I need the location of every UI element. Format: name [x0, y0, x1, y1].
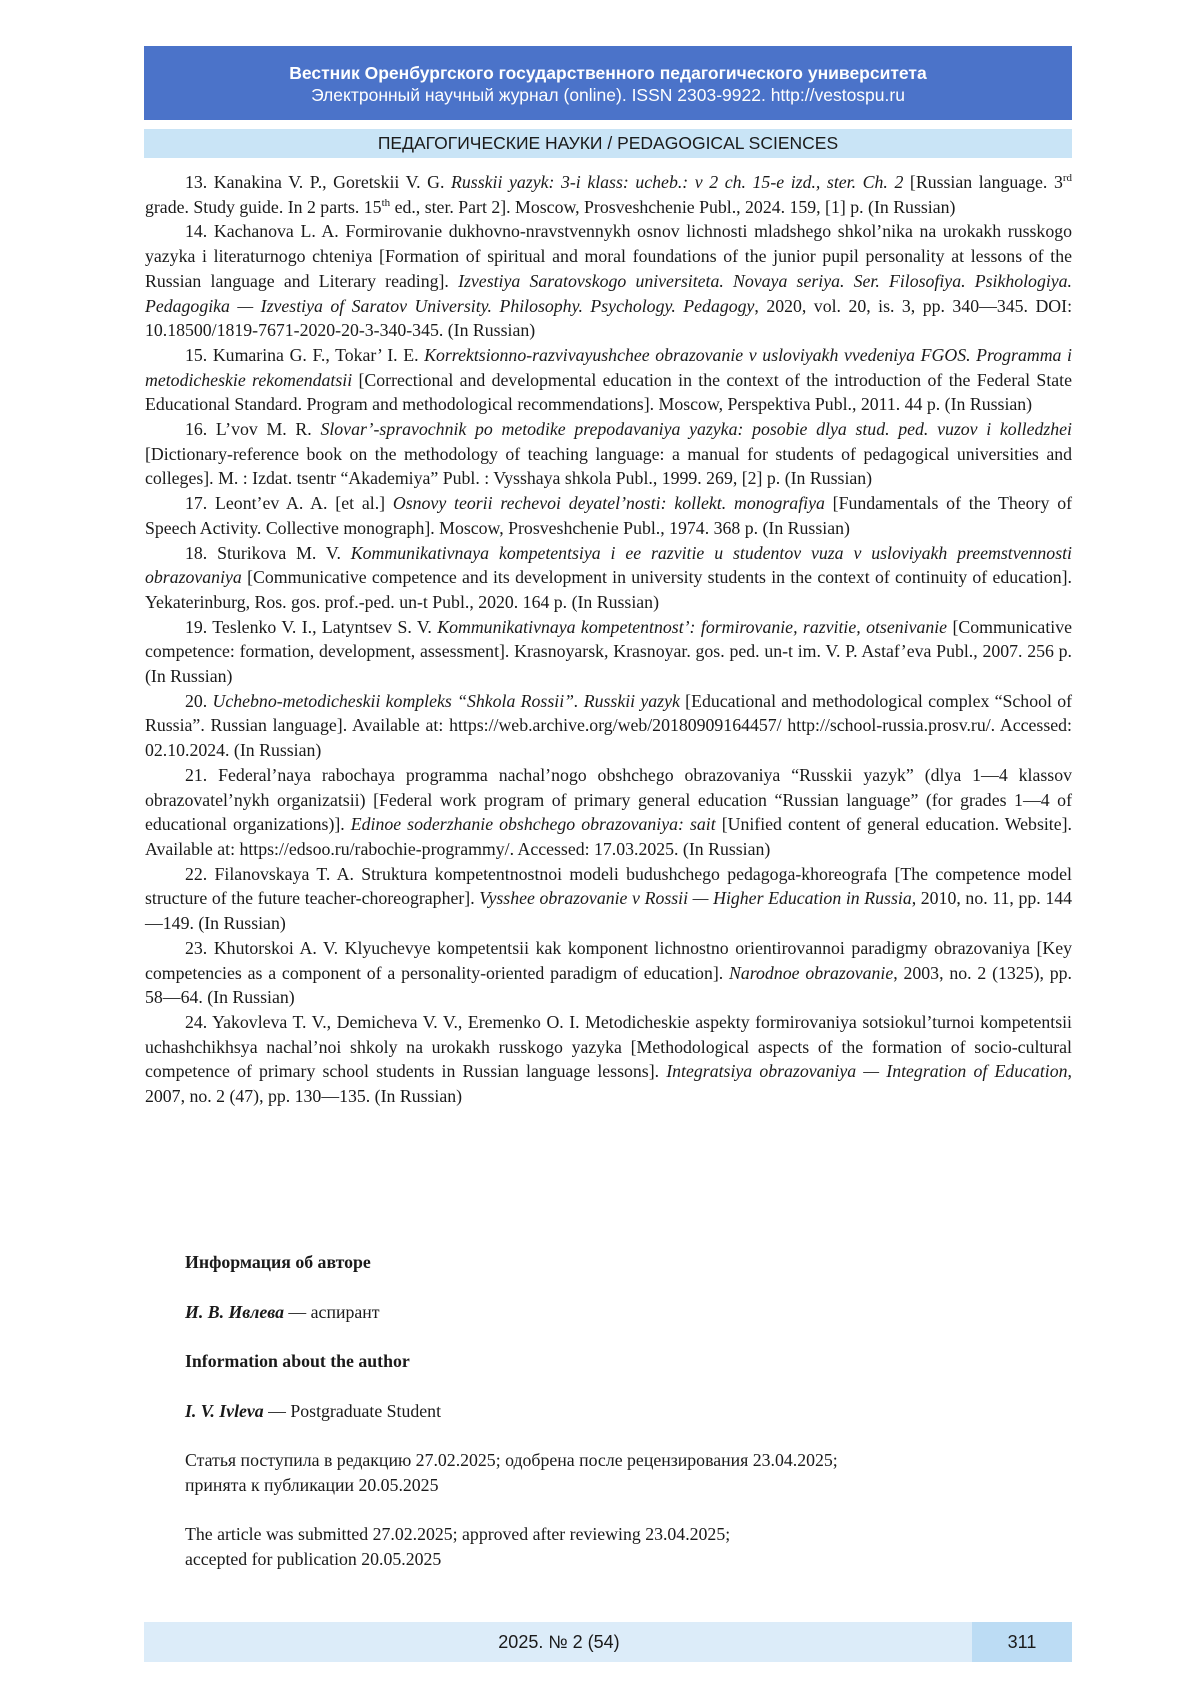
author-heading-ru: [185, 1250, 1065, 1275]
reference-text: 19. Teslenko V. I., Latyntsev S. V.: [185, 616, 438, 637]
author-role-ru: — аспирант: [283, 1302, 380, 1322]
reference-text: 16. L’vov M. R.: [185, 419, 321, 440]
dates-en: [185, 1522, 1065, 1571]
reference-item: [145, 862, 1072, 936]
reference-text: 22. Filanovskaya T. A. Struktura kompetentnostnoi modeli budushchego pedagoga-khoreografa [The competence model structure of the future teacher-choreographer].: [145, 863, 1072, 909]
reference-item: [145, 689, 1072, 763]
reference-text: [Russian language. 3: [903, 172, 1063, 192]
reference-title-italic: Slovar’-spravochnik po metodike prepodavaniya yazyka: posobie dlya stud. ped. vuzov i kolledzhei: [320, 419, 1072, 440]
reference-item: [145, 763, 1072, 862]
reference-item: [145, 615, 1072, 689]
reference-text: [Unified content of general education. Website]. Available at: https://edsoo.ru/rabochie-programmy/. Accessed: 17.03.2025. (In Russian): [145, 814, 1073, 859]
reference-text: 14. Kachanova L. A. Formirovanie dukhovno-nravstvennykh osnov lichnosti mladshego shkol’nika na urokakh russkogo yazyka i literaturnogo chteniya [Formation of spiritual and moral foundations of the junior pupil personality at lessons of the Russian language and Literary reading].: [145, 221, 1072, 291]
reference-text: [Communicative competence: formation, development, assessment]. Krasnoyarsk, Krasnoyar. gos. ped. un-t im. V. P. Astaf’eva Publ., 2007. 256 p. (In Russian): [145, 616, 1072, 687]
reference-text: 15. Kumarina G. F., Tokar’ I. E.: [185, 344, 425, 365]
reference-title-italic: Edinoe soderzhanie obshchego obrazovaniya: sait: [350, 814, 716, 835]
reference-item: [145, 170, 1072, 219]
reference-text: 21. Federal’naya rabochaya programma nachal’nogo obshchego obrazovaniya “Russkii yazyk” (dlya 1—4 klassov obrazovatel’nykh organizatsii) [Federal work program of primary general education “Russian language” (for grades 1—4 of educational organizations)].: [145, 764, 1072, 835]
reference-text: [Communicative competence and its development in university students in the context of continuity of education]. Yekaterinburg, Ros. gos. prof.-ped. un-t Publ., 2020. 164 p. (In Russian): [145, 567, 1072, 612]
reference-item: [145, 1010, 1072, 1109]
reference-text: , 2020, vol. 20, is. 3, pp. 340—345. DOI: 10.18500/1819-7671-2020-20-3-340-345. (In Russian): [145, 295, 1073, 341]
reference-text: grade. Study guide. In 2 parts. 15: [145, 196, 382, 217]
journal-title: Вестник Оренбургского государственного педагогического университета: [289, 63, 927, 83]
reference-text: ed., ster. Part 2]. Moscow, Prosveshchenie Publ., 2024. 159, [1] p. (In Russian): [390, 196, 956, 217]
reference-text: [Fundamentals of the Theory of Speech Activity. Collective monograph]. Moscow, Prosveshchenie Publ., 1974. 368 p. (In Russian): [145, 493, 1073, 538]
author-name-ru: И. В. Ивлева: [185, 1302, 284, 1322]
reference-item: [145, 219, 1072, 343]
reference-text: [Dictionary-reference book on the methodology of teaching language: a manual for students of pedagogical universities and colleges]. M. : Izdat. tsentr “Akademiya” Publ. : Vysshaya shkola Publ., 1999. 269, [2] p. (In Russian): [145, 443, 1072, 489]
reference-text: 18. Sturikova M. V.: [185, 542, 351, 563]
reference-title-italic: Kommunikativnaya kompetentnost’: formirovanie, razvitie, otsenivanie: [437, 616, 948, 637]
dates-en-line1: The article was submitted 27.02.2025; approved after reviewing 23.04.2025;: [185, 1524, 731, 1544]
dates-ru-line2: принята к публикации 20.05.2025: [185, 1474, 439, 1495]
reference-title-italic: Izvestiya Saratovskogo universiteta. Novaya seriya. Ser. Filosofiya. Psikhologiya. Pedagogika — Izvestiya of Saratov University. Philosophy. Psychology. Pedagogy: [145, 270, 1073, 316]
issue-number: 2025. № 2 (54): [498, 1632, 620, 1652]
dates-ru: [185, 1448, 1065, 1497]
reference-text: 24. Yakovleva T. V., Demicheva V. V., Eremenko O. I. Metodicheskie aspekty formirovaniya sotsiokul’turnoi kompetentsii uchashchikhsya nachal’noi shkoly na urokakh russkogo yazyka [Methodological aspects of the formation of socio-cultural competence of primary school students in Russian language lessons].: [145, 1011, 1072, 1082]
reference-text: 20.: [185, 690, 213, 711]
reference-item: [145, 541, 1072, 615]
reference-text: , 2007, no. 2 (47), pp. 130—135. (In Russian): [145, 1061, 1072, 1107]
reference-item: [145, 343, 1072, 417]
dates-en-line2: accepted for publication 20.05.2025: [185, 1548, 442, 1569]
author-line-ru: [185, 1300, 1065, 1325]
reference-text: [Educational and methodological complex “School of Russia”. Russian language]. Available at: https://web.archive.org/web/20180909164457/ http://school-russia.prosv.ru/. Accessed: 02.10.2024. (In Russian): [145, 690, 1073, 761]
reference-text: , 2010, no. 11, pp. 144—149. (In Russian): [145, 888, 1072, 934]
journal-header: [144, 46, 1072, 120]
reference-item: [145, 936, 1072, 1010]
reference-title-italic: Osnovy teorii rechevoi deyatel’nosti: kollekt. monografiya: [392, 493, 825, 514]
reference-title-italic: Uchebno-metodicheskii kompleks “Shkola Rossii”. Russkii yazyk: [212, 690, 680, 711]
reference-text: th: [381, 196, 391, 209]
reference-list: [145, 170, 1072, 1109]
reference-text: rd: [1062, 172, 1073, 185]
reference-text: 13. Kanakina V. P., Goretskii V. G.: [185, 172, 452, 192]
reference-title-italic: Russkii yazyk: 3-i klass: ucheb.: v 2 ch. 15-e izd., ster. Ch. 2: [451, 172, 904, 192]
reference-item: [145, 491, 1072, 540]
reference-text: 17. Leont’ev A. A. [et al.]: [185, 493, 393, 514]
author-role-en: — Postgraduate Student: [263, 1401, 442, 1421]
author-heading-ru-text: Информация об авторе: [185, 1252, 371, 1272]
reference-title-italic: Integratsiya obrazovaniya — Integration of Education: [666, 1061, 1068, 1082]
dates-ru-line1: Статья поступила в редакцию 27.02.2025; одобрена после рецензирования 23.04.2025;: [185, 1450, 838, 1470]
section-title: ПЕДАГОГИЧЕСКИЕ НАУКИ / PEDAGOGICAL SCIENCES: [144, 129, 1072, 158]
author-line-en: [185, 1399, 1065, 1424]
page-number: 311: [972, 1622, 1072, 1662]
reference-title-italic: Vysshee obrazovanie v Rossii — Higher Education in Russia: [479, 888, 912, 909]
author-heading-en-text: Information about the author: [185, 1351, 410, 1371]
reference-item: [145, 417, 1072, 491]
author-heading-en: [185, 1349, 1065, 1374]
author-name-en: I. V. Ivleva: [185, 1401, 264, 1421]
journal-subtitle: Электронный научный журнал (online). ISSN 2303-9922. http://vestospu.ru: [311, 85, 905, 105]
reference-text: [Correctional and developmental education in the context of the introduction of the Federal State Educational Standard. Program and methodological recommendations]. Moscow, Perspektiva Publ., 2011. 44 p. (In Russian): [145, 369, 1072, 415]
reference-text: , 2003, no. 2 (1325), pp. 58—64. (In Russian): [145, 962, 1072, 1008]
reference-title-italic: Narodnoe obrazovanie: [729, 962, 894, 983]
reference-title-italic: Kommunikativnaya kompetentsiya i ee razvitie u studentov vuza v usloviyakh preemstvennosti obrazovaniya: [145, 542, 1073, 588]
page-footer: [144, 1622, 1072, 1662]
reference-title-italic: Korrektsionno-razvivayushchee obrazovanie v usloviyakh vvedeniya FGOS. Programma i metodicheskie rekomendatsii: [145, 344, 1072, 390]
reference-text: 23. Khutorskoi A. V. Klyuchevye kompetentsii kak komponent lichnostno orientirovannoi paradigmy obrazovaniya [Key competencies as a component of a personality-oriented paradigm of education].: [145, 937, 1072, 983]
